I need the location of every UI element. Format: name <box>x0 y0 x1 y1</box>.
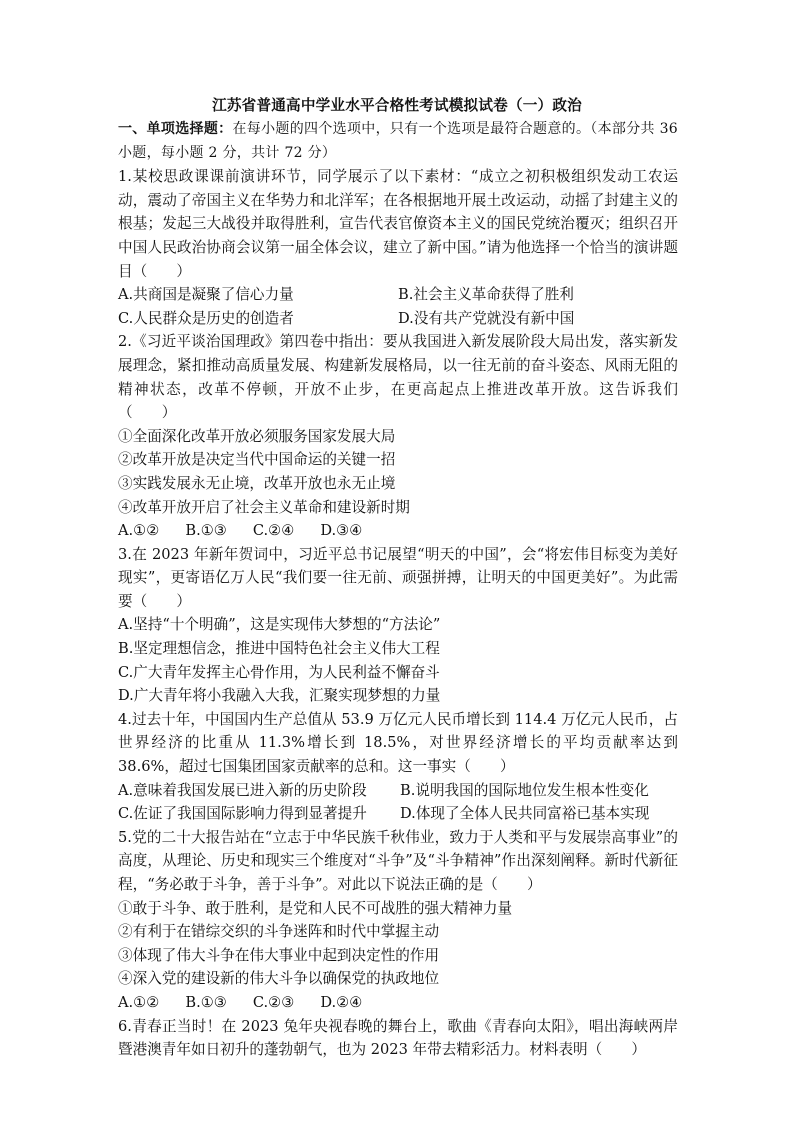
options-row <box>118 802 678 826</box>
question-6 <box>118 1015 678 1062</box>
statement-item: ④深入党的建设新的伟大斗争以确保党的执政地位 <box>118 970 440 988</box>
option-c[interactable]: C.佐证了我国国际影响力得到显著提升 <box>118 805 367 823</box>
question-5 <box>118 826 678 1015</box>
question-stem: 4.过去十年，中国国内生产总值从 53.9 万亿元人民币增长到 114.4 万亿元人民币，占世界经济的比重从 11.3%增长到 18.5%，对世界经济增长的平均贡献率达到 38.6%，超过七国集团国家贡献率的总和。这一事实（ ） <box>118 710 678 776</box>
statement-item: ④改革开放开启了社会主义革命和建设新时期 <box>118 498 410 516</box>
option-a[interactable]: A.①② <box>118 522 160 540</box>
option-d[interactable]: D.②④ <box>320 993 363 1011</box>
statement-item: ②改革开放是决定当代中国命运的关键一招 <box>118 451 396 469</box>
option-a[interactable]: A.坚持“十个明确”，这是实现伟大梦想的“方法论” <box>118 616 441 634</box>
section-heading <box>118 118 678 165</box>
question-stem: 6.青春正当时！在 2023 兔年央视春晚的舞台上，歌曲《青春向太阳》，唱出海峡两岸暨港澳青年如日初升的蓬勃朝气，也为 2023 年带去精彩活力。材料表明（ ） <box>118 1017 678 1059</box>
options-row <box>118 307 678 331</box>
option-b[interactable]: B.说明我国的国际地位发生根本性变化 <box>400 781 649 799</box>
option-c[interactable]: C.广大青年发挥主心骨作用，为人民利益不懈奋斗 <box>118 663 440 681</box>
option-d[interactable]: D.体现了全体人民共同富裕已基本实现 <box>400 805 650 823</box>
option-c[interactable]: C.②③ <box>252 993 295 1011</box>
options-row <box>118 779 678 803</box>
option-b[interactable]: B.①③ <box>185 522 227 540</box>
option-a[interactable]: A.共商国是凝聚了信心力量 <box>118 286 294 304</box>
option-d[interactable]: D.③④ <box>320 522 363 540</box>
exam-content <box>118 118 678 1062</box>
statement-item: ①敢于斗争、敢于胜利，是党和人民不可战胜的强大精神力量 <box>118 899 513 917</box>
option-a[interactable]: A.意味着我国发展已进入新的历史阶段 <box>118 781 367 799</box>
option-c[interactable]: C.②④ <box>252 522 295 540</box>
section-heading-label: 一、单项选择题： <box>118 121 233 137</box>
statement-item: ①全面深化改革开放必须服务国家发展大局 <box>118 427 396 445</box>
option-c[interactable]: C.人民群众是历史的创造者 <box>118 309 294 327</box>
statement-item: ②有利于在错综交织的斗争迷阵和时代中掌握主动 <box>118 923 440 941</box>
option-d[interactable]: D.没有共产党就没有新中国 <box>398 309 575 327</box>
statement-item: ③体现了伟大斗争在伟大事业中起到决定性的作用 <box>118 946 440 964</box>
statement-item: ③实践发展永无止境，改革开放也永无止境 <box>118 474 396 492</box>
exam-title: 江苏省普通高中学业水平合格性考试模拟试卷（一）政治 <box>212 97 582 114</box>
question-4 <box>118 708 678 826</box>
option-d[interactable]: D.广大青年将小我融入大我，汇聚实现梦想的力量 <box>118 687 441 705</box>
option-a[interactable]: A.①② <box>118 993 160 1011</box>
options-row <box>118 283 678 307</box>
question-2 <box>118 330 678 542</box>
question-3 <box>118 543 678 708</box>
question-stem: 2.《习近平谈治国理政》第四卷中指出：要从我国进入新发展阶段大局出发，落实新发展理念，紧扣推动高质量发展、构建新发展格局，以一往无前的奋斗姿态、风雨无阻的精神状态，改革不停顿，开放不止步，在更高起点上推进改革开放。这告诉我们（ ） <box>118 333 678 422</box>
question-stem: 3.在 2023 年新年贺词中，习近平总书记展望“明天的中国”，会“将宏伟目标变为美好现实”，更寄语亿万人民“我们要一往无前、顽强拼搏，让明天的中国更美好”。为此需要（ ） <box>118 545 678 610</box>
option-b[interactable]: B.社会主义革命获得了胜利 <box>398 286 574 304</box>
question-1 <box>118 165 678 330</box>
options-row <box>118 991 678 1015</box>
option-b[interactable]: B.坚定理想信念，推进中国特色社会主义伟大工程 <box>118 640 440 658</box>
question-stem: 5.党的二十大报告站在“立志于中华民族千秋伟业，致力于人类和平与发展崇高事业”的高度，从理论、历史和现实三个维度对“斗争”及“斗争精神”作出深刻阐释。新时代新征程，“务必敢于斗争，善于斗争”。对此以下说法正确的是（ ） <box>118 828 678 893</box>
question-stem: 1.某校思政课课前演讲环节，同学展示了以下素材：“成立之初积极组织发动工农运动，震动了帝国主义在华势力和北洋军；在各根据地开展土改运动，动摇了封建主义的根基；发起三大战役并取得胜利，宣告代表官僚资本主义的国民党统治覆灭；组织召开中国人民政治协商会议第一届全体会议，建立了新中国。”请为他选择一个恰当的演讲题目（ ） <box>118 168 678 280</box>
section-heading-instructions: 在每小题的四个选项中，只有一个选项是最符合题意的。（本部分共 36 小题，每小题 2 分，共计 72 分） <box>118 121 678 161</box>
option-b[interactable]: B.①③ <box>185 993 227 1011</box>
options-row <box>118 519 678 543</box>
